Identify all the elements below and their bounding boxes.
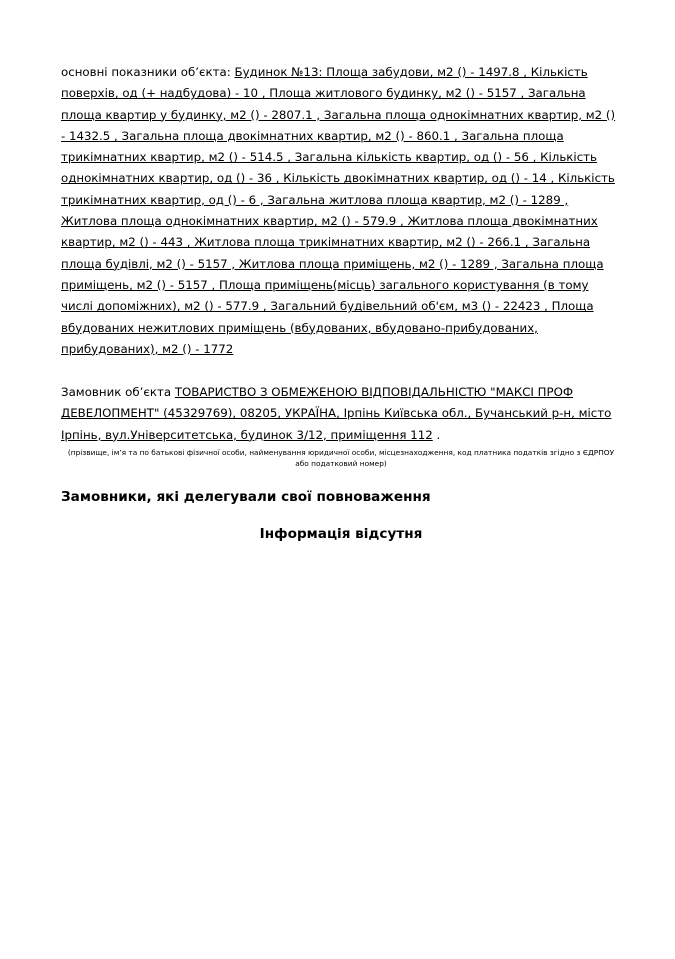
info-absent-text: Інформація відсутня [259,526,423,543]
object-indicators-value: Будинок №13: Площа забудови, м2 () - 1497.8 , Кількість поверхів, од (+ надбудова) - 10 , Площа житлового будинку, м2 () - 5157 , Загальна площа квартир у будинку, м2 () - 2807.1 , Загальна площа однокімнатних квартир, м2 () - 1432.5 , Загальна площа двокімнатних квартир, м2 () - 860.1 , Загальна площа трикімнатних квартир, м2 () - 514.5 , Загальна кількість квартир, од () - 56 , Кількість однокімнатних квартир, од () - 36 , Кількість двокімнатних квартир, од () - 14 , Кількість трикімнатних квартир, од () - 6 , Загальна житлова площа квартир, м2 () - 1289 , Житлова площа однокімнатних квартир, м2 () - 579.9 , Житлова площа двокімнатних квартир, м2 () - 443 , Житлова площа трикімнатних квартир, м2 () - 266.1 , Загальна площа будівлі, м2 () - 5157 , Житлова площа приміщень, м2 () - 1289 , Загальна площа приміщень, м2 () - 5157 , Площа приміщень(місць) загального користування (в тому числі допоміжних), м2 () - 577.9 , Загальний будівельний об'єм, м3 () - 22423 , Площа вбудованих нежитлових приміщень (вбудованих, вбудовано-прибудованих, прибудованих), м2 () - 1772 [61,65,616,356]
object-customer-label: Замовник об’єкта [61,385,172,400]
object-indicators-label: основні показники об’єкта: [61,65,231,79]
object-customer-end: . [436,427,441,442]
delegated-customers-heading: Замовники, які делегували свої повноваження [61,489,431,506]
customer-caption: (прізвище, ім’я та по батькові фізичної особи, найменування юридичної особи, місцезнаходження, код платника податків згідно з ЄДРПОУ або податковий номер) [67,448,615,469]
object-customer [61,382,621,446]
object-indicators [61,62,621,360]
document-page [61,62,621,543]
object-customer-value: ТОВАРИСТВО З ОБМЕЖЕНОЮ ВІДПОВІДАЛЬНІСТЮ "МАКСІ ПРОФ ДЕВЕЛОПМЕНТ" (45329769), 08205, УКРАЇНА, Ірпінь Київська обл., Бучанський р-н, місто Ірпінь, вул.Університетська, будинок 3/12, приміщення 112 [61,385,612,442]
